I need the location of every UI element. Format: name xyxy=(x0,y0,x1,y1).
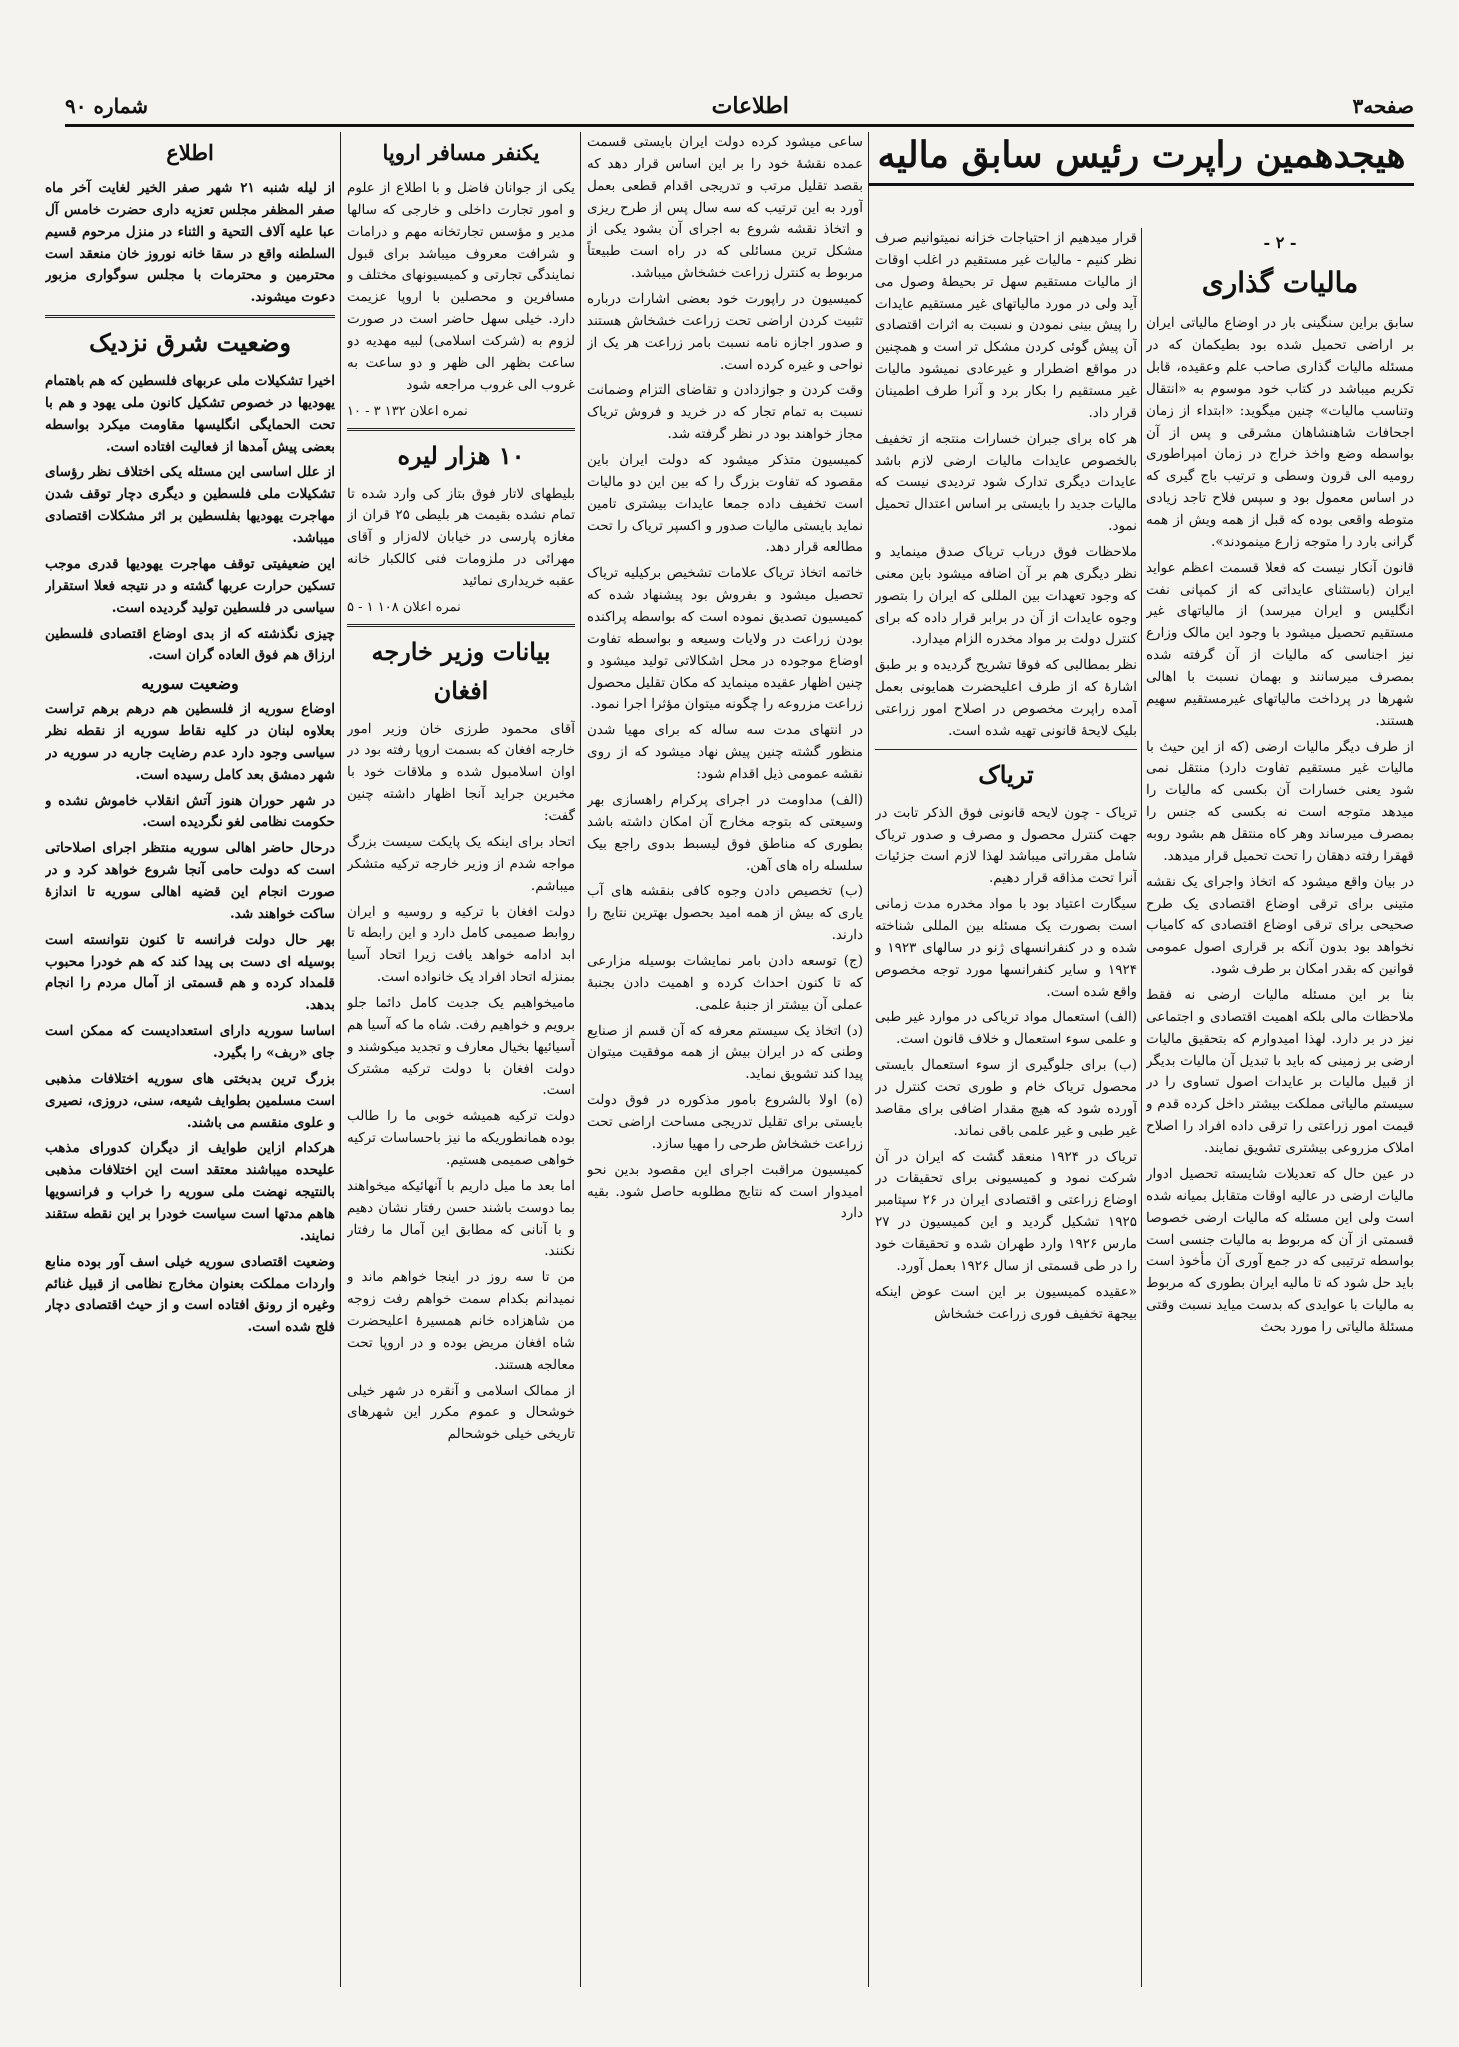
paragraph: (ه) اولا بالشروع بامور مذکوره در فوق دولت بایستی برای تقلیل تدریجی مساحت اراضی تحت زراعت خشخاش طرحی را مهیا سازد. xyxy=(587,1092,863,1152)
paragraph: در عین حال که تعدیلات شایسته تحصیل ادوار مالیات ارضی در عالیه اوقات متقابل بمیانه شده است ولی این مسئله که مالیات ارضی خصوصا قسمتی از آن که مربوط به مالیات جنسی است بواسطه ترتیبی که در جمع آوری آن مأخوذ است باید حل شود که تا مالیه ایران بطوری که مربوط به مالیات با عوایدی که بدست میاید نسبت وقتی مسئلهٔ مالیاتی را مورد بحث xyxy=(1146,1165,1414,1335)
ad-number: نمره اعلان ۱۰۸ ۱ - ۵ xyxy=(347,599,461,615)
ad-text: یکی از جوانان فاضل و با اطلاع از علوم و امور تجارت داخلی و خارجی که سالها مدیر و مؤسس تجارتخانه مهم و درامات و شرافت معروف میباشد برای قبول نمایندگی تجارتی و کمیسیونهای مختلف و مسافرین و محصلین با اروپا عزیمت دارد. خیلی سهل حاضر است در صورت لزوم به (شرکت اسلامی) لبیه مهدیه دو ساعت بظهر الی ظهر و دو ساعت به غروب الی غروب مراجعه شود xyxy=(347,180,575,393)
paragraph: (ب) برای جلوگیری از سوء استعمال بایستی محصول تریاک خام و طوری تحت کنترل در آورده شود که هیچ مقدار اضافی برای مقاصد غیر طبی و غیر علمی باقی نماند. xyxy=(875,1057,1137,1139)
main-article-col-right xyxy=(1146,228,1414,1992)
paragraph: تریاک در ۱۹۲۴ منعقد گشت که ایران در آن شرکت نمود و کمیسیونی برای تحقیقات در اوضاع زراعتی و اقتصادی ایران در ۲۶ سپتامبر ۱۹۲۵ تشکیل گردید و این کمیسیون در ۲۷ مارس ۱۹۲۶ وارد طهران شده و تحقیقات خود را در طی قسمتی از سال ۱۹۲۶ بعمل آورد. xyxy=(875,1148,1137,1274)
paragraph: اخیرا تشکیلات ملی عربهای فلسطین که هم باهتمام یهودیها در خصوص تشکیل کانون ملی یهود و هم با تحت الحمایگی انگلیسها مقاومت میکرد بواسطه بعضی پیش آمدها از فعالیت افتاده است. xyxy=(45,373,335,455)
paragraph: (الف) مداومت در اجرای پرکرام راهسازی بهر وسیعتی که بتوجه مخارج آن امکان داشته باشد بطوری که مناطق فوق لیسبط بدوی راجع بیک سلسله راه های آهن. xyxy=(587,791,863,874)
paragraph: کمیسیون در راپورت خود بعضی اشارات درباره تثبیت کردن اراضی تحت زراعت خشخاش هستند و صدور اجازه نامه نسبت بامر زراعت هر یک از نواحی و غیره کرده است. xyxy=(587,291,863,373)
notice-title: اطلاع xyxy=(166,140,214,165)
subheading: وضعیت سوریه xyxy=(141,674,239,694)
divider xyxy=(347,624,575,627)
article-continuation-col xyxy=(587,132,863,1992)
paragraph: آقای محمود طرزی خان وزیر امور خارجه افغان که بسمت اروپا رفته بود در اوان اسلامبول شده و ملاقات خود با مخبرین جراید آنجا اظهار داشته چنین گفت: xyxy=(347,720,575,825)
column-rule xyxy=(340,132,341,1987)
paragraph: درحال حاضر اهالی سوریه منتظر اجرای اصلاحاتی است که دولت حامی آنجا شروع خواهد کرد و در صورت انجام این قضیه اهالی سوریه تا اندازهٔ ساکت خواهند شد. xyxy=(45,840,335,922)
section-title: مالیات گذاری xyxy=(1201,265,1359,299)
paragraph: وضعیت اقتصادی سوریه خیلی اسف آور بوده منابع واردات مملکت بعنوان مخارج نظامی از قبیل غنائم وغیره از رونق افتاده است و از حیث اقتصادی دچار فلج شده است. xyxy=(45,1253,335,1336)
main-headline: هیجدهمین راپرت رئیس سابق مالیه xyxy=(869,132,1414,186)
paper-name: اطلاعات xyxy=(711,93,789,119)
part-number: - ۲ - xyxy=(1263,233,1297,252)
lottery-ad-title: ۱۰ هزار لیره xyxy=(397,440,525,470)
notice-text: از لیله شنبه ۲۱ شهر صفر الخیر لغایت آخر ماه صفر المظفر مجلس تعزیه داری حضرت خامس آل عبا علیه آلاف التحیة و الثناء در منزل مرحوم قسیم السلطنه واقع در سقا خانه نوروز خان منعقد است محترمین و محترمات با مجلس سوگواری مزبور دعوت میشوند. xyxy=(45,180,335,306)
ad-title: یکنفر مسافر اروپا xyxy=(382,140,540,165)
paragraph: اما بعد ما میل داریم با آنهائیکه میخواهند بما دوست باشند حسن رفتار نشان دهیم و با آنانی که مطابق این آمال ما رفتار نکنند. xyxy=(347,1177,575,1260)
near-east-title: وضعیت شرق نزدیک xyxy=(89,328,291,358)
paragraph: از ممالک اسلامی و آنقره در شهر خیلی خوشحال و عموم مکرر این شهرهای تاریخی خیلی خوشحالم xyxy=(347,1382,575,1443)
paragraph: قانون آنکار نیست که فعلا قسمت اعظم عواید ایران (باستثنای عایداتی که از کمپانی نفت انگلیس و ایران میرسد) از مالیاتهای غیر مستقیم تحصیل میشود با وجود این مالک وزارع نیز اجناسی که مالیات از آن گرفته شده بمصرف میرسانند و بهمان نسبت با اهالی شهرها در پرداخت مالیاتهای غیرمستقیم سهیم هستند. xyxy=(1146,559,1414,729)
divider xyxy=(45,315,335,318)
paragraph: مامیخواهیم یک جدیت کامل دائما جلو برویم و خواهیم رفت. شاه ما که آسیا هم آسیائیها بخیال معارف و تجدید میکوشند و دولت افغان با دولت ترکیه مشترک است. xyxy=(347,994,575,1099)
opium-title: تریاک xyxy=(978,759,1034,789)
issue-label: شماره ۹۰ xyxy=(65,94,148,118)
paragraph: سابق براین سنگینی بار در اوضاع مالیاتی ایران بر اراضی تحمیل شده بود بطیکمان که در مسئله مالیات گذاری صاحب علم وعقیده، قابل تکریم میباشد در کتاب خود موسوم به «انتقال وتناسب مالیات» چنین میگوید: «ابتداء از زمان اجحافات شاهنشاهان مشرقی و پس از آن بواسطه وضع واخذ خراج در زمان امپراطوری رومیه الی قرون وسطی و ترتیب باج گیری که در اساس معمول بود و سپس فلاح تاجد زیادی متوطه واقعی بوده که قبل از همه ویش از همه گرانی بارد را متوجه زارع مینمودند». xyxy=(1146,315,1414,550)
paragraph: وقت کردن و جوازدادن و تقاضای التزام وضمانت نسبت به تمام تجار که در خرید و فروش تریاک مجاز خواهند بود در نظر گرفته شد. xyxy=(587,382,863,443)
paragraph: نظر بمطالبی که فوقا تشریح گردیده و بر طبق اشارهٔ که از طرف اعلیحضرت همایونی بعمل آمده راپرت مخصوص در اصلاح امور زراعتی بلیک لایحهٔ قانونی تهیه شده است. xyxy=(875,657,1137,739)
divider xyxy=(347,428,575,431)
divider xyxy=(875,749,1137,750)
paragraph: در بیان واقع میشود که اتخاذ واجرای یک نقشه متینی برای ترقی اوضاع اقتصادی یک طرح صحیحی برای ترقی اوضاع اقتصادی که کامیاب نخواهد بود بدون آنکه بر قراری اصول عمومی قوانین که بقدر امکان بر طرف شود. xyxy=(1146,873,1414,978)
paragraph: سیگارت اعتیاد بود با مواد مخدره مدت زمانی است بصورت یک مسئله بین المللی شناخته شده و در کنفرانسهای ژنو در سالهای ۱۹۲۳ و ۱۹۲۴ و سایر کنفرانسها مورد توجه مخصوص واقع شده است. xyxy=(875,896,1137,1000)
paragraph: من تا سه روز در اینجا خواهم ماند و نمیدانم بکدام سمت خواهم رفت زوجه من شاهزاده خانم همسیرهٔ اعلیحضرت شاه افغان مریض بوده و در اروپا تحت معالجه هستند. xyxy=(347,1269,575,1373)
paragraph: هر کاه برای جبران خسارات منتجه از تخفیف بالخصوص عایدات مالیات ارضی لازم باشد عایدات دیگری تدارک شود تردیدی نیست که مالیات جدید را بایستی بر اساس اعتدال تحمیل نمود. xyxy=(875,430,1137,535)
paragraph: خاتمه اتخاذ تریاک علامات تشخیص برکیلیه تریاک تحصیل میشود و بفروش بود پیشنهاد شده که کمیسیون تصدیق نموده است که بواسطه پراکنده بودن زراعت در ولایات وسیعه و بواسطه تفاوت اوضاع موجوده در محل اشکالاتی تولید میشود و چنین اظهار عقیده مینماید که مکان تقلیل محصول زراعت مزروعه را چگونه میتوان مؤثرا اجرا نمود. xyxy=(587,565,863,713)
paragraph: (د) اتخاذ یک سیستم معرفه که آن قسم از صنایع وطنی که در ایران بیش از همه موفقیت میتوان پیدا کند تشویق نماید. xyxy=(587,1022,863,1083)
page-label: صفحه۳ xyxy=(1352,94,1414,118)
column-rule xyxy=(580,132,581,1987)
paragraph: کمیسیون متذکر میشود که دولت ایران باین مقصود که تفاوت بزرگ را که بین این دو مالیات است تخفیف داده جمعا عایدات بیشتری تامین نماید بایستی مالیات صدور و اکسپر تریاک را تحت مطالعه قرار دهد. xyxy=(587,452,863,556)
paragraph: دولت ترکیه همیشه خوبی ما را طالب بوده همانطوریکه ما نیز باحساسات ترکیه خواهی صمیمی هستیم. xyxy=(347,1108,575,1168)
near-east-col xyxy=(45,132,335,1992)
paragraph: اتحاد برای اینکه یک پایکت سیست بزرگ مواجه شدم از وزیر خارجه ترکیه متشکر میباشم. xyxy=(347,833,575,894)
paragraph: (الف) استعمال مواد تریاکی در موارد غیر طبی و علمی سوء استعمال و خلاف قانون است. xyxy=(875,1009,1137,1048)
paragraph: تریاک - چون لایحه قانونی فوق الذکر تابت در جهت کنترل محصول و مصرف و صدور تریاک شامل مقرراتی میباشد لهذا لازم است جزئیات آنرا تحت مذاقه قرار دهیم. xyxy=(875,804,1137,887)
paragraph: اوضاع سوریه از فلسطین هم درهم برهم تراست بعلاوه لبنان در کلیه نقاط سوریه از نقطه نظر سیاسی وجود دارد عدم رضایت جاریه در سوریه در شهر دمشق بعد کامل رسیده است. xyxy=(45,701,335,783)
paragraph: «عقیده کمیسیون بر این است عوض اینکه بیجهة تخفیف فوری زراعت خشخاش xyxy=(875,1283,1137,1322)
paragraph: بنا بر این مسئله مالیات ارضی نه فقط ملاحظات مالی بلکه اهمیت اقتصادی و اجتماعی نیز در بر دارد. لهذا امیدوارم که بتحقیق مالیات ارضی بر زمینی که باید با تبدیل آن مالیات بدیگر از قبیل مالیات بر عایدات اصول تساوی را در سیستم مالیاتی مملکت بیشتر داخل کرده قدم و قیمت امور زراعتی را ترقی داده افراد را اصلاح املاک مزروعی بیشتری تشویق نمایند. xyxy=(1146,987,1414,1157)
column-rule xyxy=(868,132,869,1987)
paragraph: ملاحظات فوق درباب تریاک صدق مینماید و نظر دیگری هم بر آن اضافه میشود باین معنی که وجود تعهدات بین المللی که ایران را بتصور وجوه عایدات از آن در برابر قرار داده که برای کنترل دولت بر مواد مخدره الزام میدارد. xyxy=(875,544,1137,648)
paragraph: در انتهای مدت سه ساله که برای مهیا شدن منظور گشته چنین پیش نهاد میشود که از روی نقشه عمومی ذیل اقدام شود: xyxy=(587,722,863,783)
paragraph: اساسا سوریه دارای استعدادیست که ممکن است جای «ربف» را بگیرد. xyxy=(45,1023,335,1062)
paragraph: این ضعیفیتی توقف مهاجرت یهودیها قدری موجب تسکین حرارت عربها گشته و در نتیجه فعلا استقرار سیاسی در فلسطین تولید گردیده است. xyxy=(45,555,335,616)
paragraph: بزرگ ترین بدبختی های سوریه اختلافات مذهبی است مسلمین بطوایف شیعه، سنی، دروزی، نصیری و علوی منقسم می باشند. xyxy=(45,1070,335,1131)
paragraph: در شهر حوران هنوز آتش انقلاب خاموش نشده و حکومت نظامی لغو نگردیده است. xyxy=(45,792,335,831)
paragraph: (ج) توسعه دادن بامر نمایشات بوسیله مزارعی که تا کنون احداث کرده و اهمیت دادن بجنبهٔ عملی آن بیشتر از جنبهٔ علمی. xyxy=(587,952,863,1013)
paragraph: کمیسیون مراقبت اجرای این مقصود بدین نحو امیدوار است که نتایج مطلوبه حاصل شود. بقیه دارد xyxy=(587,1161,863,1222)
ad-number: نمره اعلان ۱۳۲ ۳ - ۱۰ xyxy=(347,403,468,419)
paragraph: هرکدام ازاین طوایف از دیگران کدورای مذهب علیحده میباشند معتقد است این اختلافات مذهبی بالنتیجه نهضت ملی سوریه را خراب و فرانسویها هاهم مدتها است سیاست خودرا بر این نقطه ستقند نمایند. xyxy=(45,1140,335,1244)
paragraph: (ب) تخصیص دادن وجوه کافی بنقشه های آب یاری که بیش از همه امید بحصول بهترین نتایج را دارند. xyxy=(587,883,863,944)
ad-text: بلیطهای لاتار فوق بتاز کی وارد شده تا تمام نشده بقیمت هر بلیطی ۲۵ قران از مغازه پارسی در خیابان لاله‌زار و آقای مهرائی در ملزومات فنی کالکبار خانه عقبه خریداری نمائید xyxy=(347,485,575,589)
paragraph: قرار میدهیم از احتیاجات خزانه نمیتوانیم صرف نظر کنیم - مالیات غیر مستقیم در اغلب اوقات از مالیات مستقیم سهل تر بحیطهٔ وصول می آید ولی در مورد مالیاتهای غیر مستقیم عایدات را پیش بینی نمودن و نسبت به اثرات اقتصادی آن پیش گوئی کردن مشکل تر است و همچنین در مواقع اضطرار و غیرعادی نمیشود مالیات غیر مستقیم را بکار برد و آنرا طرف اطمینان قرار داد. xyxy=(875,230,1137,421)
paragraph: بهر حال دولت فرانسه تا کنون نتوانسته است بوسیله ای دست بی پیدا کند که هم خودرا محبوب قلمداد کرده و هم قسمتی از آمال مردم را انجام بدهد. xyxy=(45,931,335,1014)
paragraph: چیزی نگذشته که از بدی اوضاع اقتصادی فلسطین ارزاق هم فوق العاده گران است. xyxy=(45,625,335,664)
paragraph: از علل اساسی این مسئله یکی اختلاف نظر رؤسای تشکیلات ملی فلسطین و دیگری دچار توقف شدن مهاجرت یهودیها بفلسطین بر اثر مشکلات اقتصادی میباشد. xyxy=(45,464,335,547)
column-rule xyxy=(1141,228,1142,1987)
foreign-minister-title: بیانات وزیر خارجه افغان xyxy=(371,636,551,705)
paragraph: از طرف دیگر مالیات ارضی (که از این حیث با مالیات غیر مستقیم تفاوت دارد) منتقل نمی شود یعنی خسارات آن بکسی که مالیات را میدهد متوجه است نه بکسی که جنس را بمصرف میرساند وهر کاه منتقل هم بشود روبه قهقرا رفته دهقان را تحت تحمیل قرار میدهد. xyxy=(1146,738,1414,864)
paragraph: ساعی میشود کرده دولت ایران بایستی قسمت عمده نقشهٔ خود را بر این اساس قرار دهد که بقصد تقلیل مرتب و تدریجی اقدام قطعی بعمل آورد به این ترتیب که سه سال پس از طرح ریزی و اتخاذ نقشه شروع به اجرای آن بشود یکی از مشکل ترین مسائلی که در راه است طبیعتاً مربوط به کنترل زراعت خشخاش میباشد. xyxy=(587,134,863,282)
masthead xyxy=(65,88,1414,127)
ads-and-foreign-news-col xyxy=(347,132,575,1992)
paragraph: دولت افغان با ترکیه و روسیه و ایران روابط صمیمی کامل دارد و این رابطه تا ابد ادامه خواهد یافت زیرا اتحاد آسیا بمنزله اتحاد افراد یک خانواده است. xyxy=(347,903,575,986)
main-article-col-left xyxy=(875,228,1137,1992)
